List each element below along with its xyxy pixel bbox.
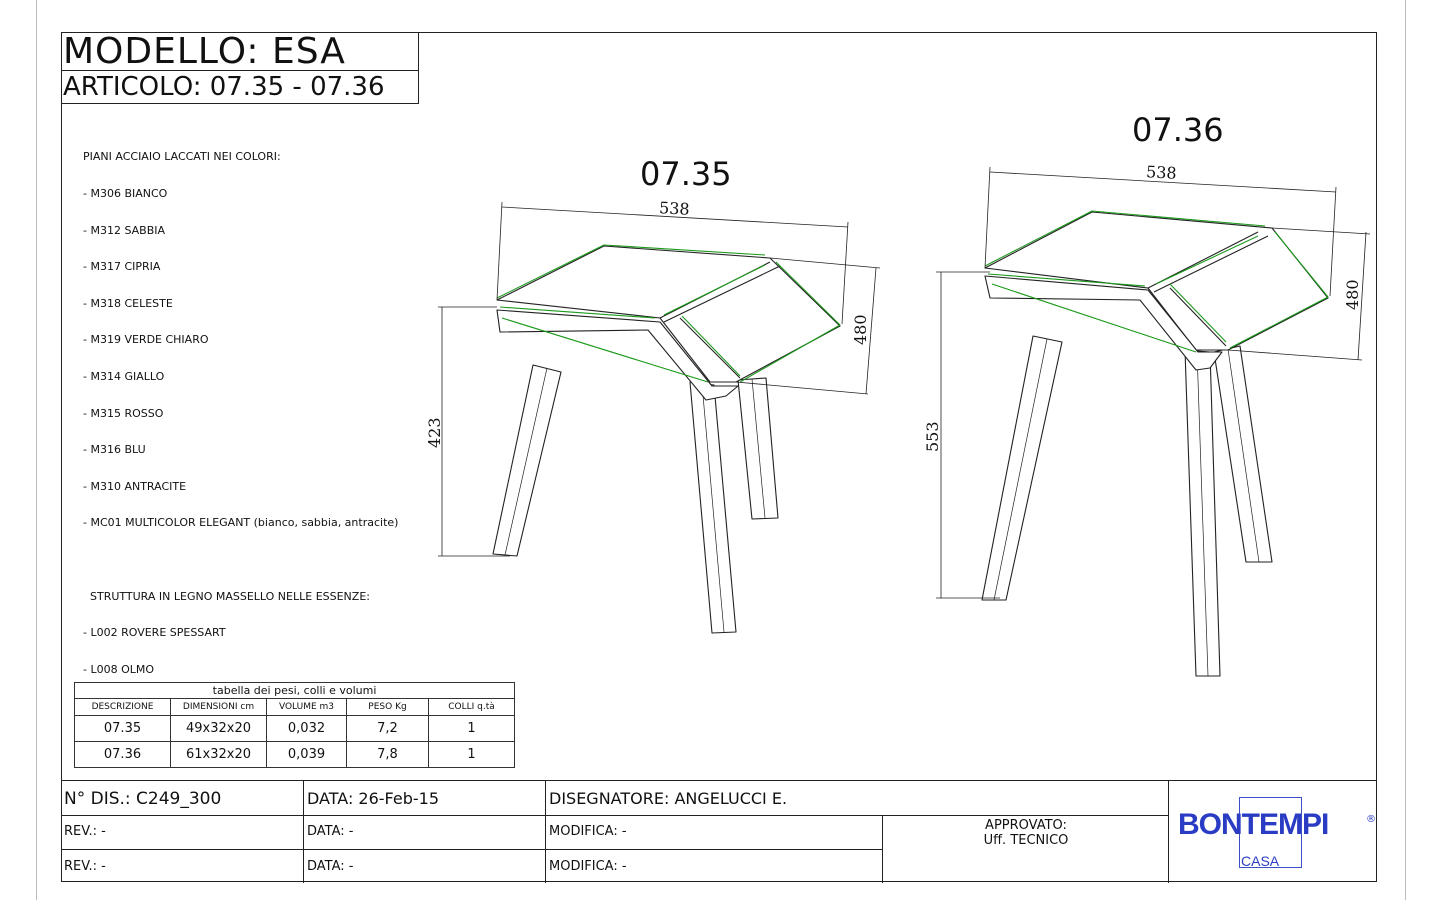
note-line: - MC01 MULTICOLOR ELEGANT (bianco, sabbia, antracite): [83, 516, 399, 530]
table-cell: 1: [429, 742, 515, 768]
note-line: - M318 CELESTE: [83, 296, 173, 310]
modification-1: MODIFICA: -: [549, 824, 627, 839]
note-line: - M312 SABBIA: [83, 223, 166, 237]
brand-logo-sub: CASA: [1241, 853, 1280, 869]
approval-by: Uff. TECNICO: [983, 833, 1069, 848]
table-cell: 0,039: [267, 742, 347, 768]
revision-1: REV.: -: [64, 824, 106, 839]
registered-mark-icon: ®: [1366, 814, 1376, 825]
note-line: PIANI ACCIAIO LACCATI NEI COLORI:: [83, 150, 281, 164]
revision-2: REV.: -: [64, 859, 106, 874]
table-cell: 49x32x20: [171, 716, 267, 742]
table-row: [75, 742, 515, 768]
dim-depth-0735: 480: [851, 314, 870, 345]
designer: DISEGNATORE: ANGELUCCI E.: [549, 789, 788, 808]
note-line: - M315 ROSSO: [83, 406, 164, 420]
col-header: PESO Kg: [347, 699, 429, 716]
brand-logo: BONTEMPI: [1178, 808, 1329, 841]
divider: [61, 849, 883, 850]
col-header: COLLI q.tà: [429, 699, 515, 716]
table-cell: 61x32x20: [171, 742, 267, 768]
revision-date-1: DATA: -: [307, 824, 354, 839]
drawing-number: N° DIS.: C249_300: [64, 789, 222, 809]
col-header: DIMENSIONI cm: [171, 699, 267, 716]
table-caption: tabella dei pesi, colli e volumi: [75, 683, 515, 699]
note-line: - L008 OLMO: [83, 662, 155, 676]
approval: [883, 818, 1169, 848]
revision-date-2: DATA: -: [307, 859, 354, 874]
col-header: DESCRIZIONE: [75, 699, 171, 716]
dim-height-0736: 553: [923, 421, 942, 452]
table-row: [75, 716, 515, 742]
note-line: - M310 ANTRACITE: [83, 479, 187, 493]
article-title: ARTICOLO: 07.35 - 07.36: [63, 72, 385, 102]
note-line: STRUTTURA IN LEGNO MASSELLO NELLE ESSENZE:: [83, 589, 370, 603]
note-line: - M314 GIALLO: [83, 369, 165, 383]
table-0736-drawing: [982, 212, 1328, 676]
table-cell: 1: [429, 716, 515, 742]
note-line: - L002 ROVERE SPESSART: [83, 626, 226, 640]
table-0735-drawing: [493, 246, 840, 633]
col-header: VOLUME m3: [267, 699, 347, 716]
dim-height-0735: 423: [425, 417, 444, 448]
label-0736: 07.36: [1132, 111, 1224, 149]
dim-width-0736: 538: [1145, 162, 1178, 183]
modification-2: MODIFICA: -: [549, 859, 627, 874]
label-0735: 07.35: [640, 155, 732, 193]
divider: [545, 781, 546, 883]
divider: [61, 815, 1169, 816]
dim-depth-0736: 480: [1343, 279, 1362, 310]
approval-label: APPROVATO:: [985, 818, 1067, 833]
table-cell: 07.35: [75, 716, 171, 742]
drawing-date: DATA: 26-Feb-15: [307, 789, 440, 808]
table-cell: 0,032: [267, 716, 347, 742]
divider: [303, 781, 304, 883]
model-title: MODELLO: ESA: [63, 31, 346, 72]
note-line: - M306 BIANCO: [83, 187, 168, 200]
table-cell: 7,8: [347, 742, 429, 768]
table-cell: 7,2: [347, 716, 429, 742]
note-line: - M319 VERDE CHIARO: [83, 333, 209, 347]
note-line: - M317 CIPRIA: [83, 260, 161, 274]
dim-width-0735: 538: [658, 198, 691, 219]
weights-table: [74, 682, 515, 768]
table-cell: 07.36: [75, 742, 171, 768]
note-line: - M316 BLU: [83, 443, 146, 457]
